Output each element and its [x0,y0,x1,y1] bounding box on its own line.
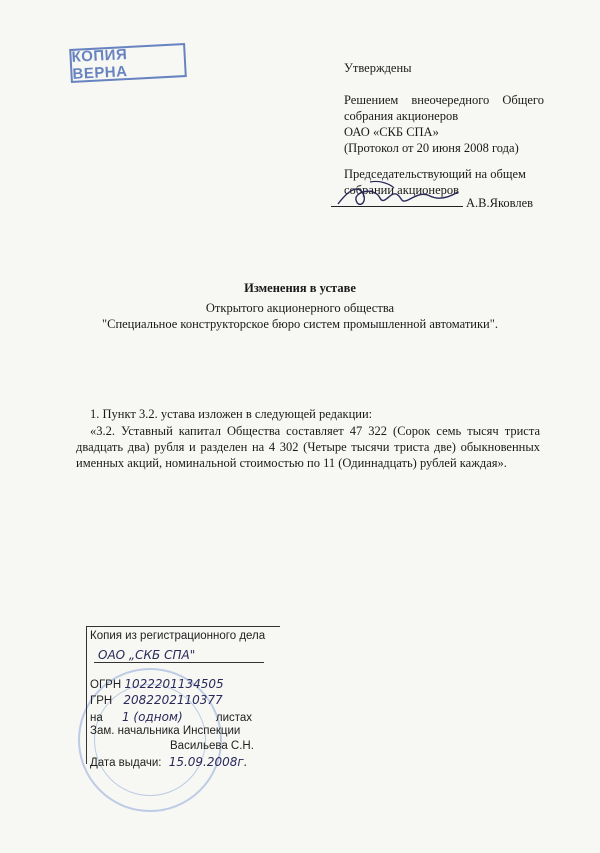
signature-line [331,206,463,207]
document-subtitle [0,300,600,332]
decision-word-2: внеочередного [411,93,490,107]
copy-verified-stamp [69,43,187,83]
subtitle-line-2: "Специальное конструкторское бюро систем промышленной автоматики". [102,317,498,331]
date-label: Дата выдачи: [90,757,162,769]
ogrn-value: 1022201134505 [124,677,224,691]
decision-line-1 [344,92,544,108]
decision-text [344,92,544,156]
on-label: на [90,712,103,724]
chair-line-1: Председательствующий на общем [344,167,526,181]
sheets-row [90,710,252,724]
copy-verified-label: КОПИЯ ВЕРНА [71,46,128,83]
grn-value: 2082202110377 [123,693,223,707]
date-value: 15.09.2008г. [168,755,248,769]
chair-name: А.В.Яковлев [466,196,534,210]
stamp-border-top [86,626,280,627]
paragraph-2: «3.2. Уставный капитал Общества составляет 47 322 (Сорок семь тысяч триста двадцать два) рубля и разделен на 4 302 (Четыре тысячи триста две) обыкновенных именных акций, номинальной стоимостью по 11 (Одиннадцать) рублей каждая». [76,424,540,470]
sheets-value: 1 (одном) [121,710,183,724]
stamp-border-left [86,626,87,764]
ogrn-label: ОГРН [90,679,122,691]
deputy-name: Васильева С.Н. [170,740,254,752]
ogrn-row [90,677,224,691]
grn-label: ГРН [90,695,113,707]
reg-company: ОАО „СКБ СПА" [98,648,196,662]
company-underline [94,662,264,663]
decision-word-1: Решением [344,93,399,107]
approved-heading: Утверждены [344,61,412,75]
signature-image [330,178,465,214]
decision-line-2: собрания акционеров [344,109,459,123]
decision-line-3: ОАО «СКБ СПА» [344,125,439,139]
subtitle-line-1: Открытого акционерного общества [205,301,395,315]
chair-line-2: собрании акционеров [344,183,460,197]
grn-row [90,693,223,707]
paragraph-1: 1. Пункт 3.2. устава изложен в следующей редакции: [90,407,373,421]
sheets-label: листах [215,712,253,724]
decision-word-3: Общего [502,93,544,107]
deputy-line: Зам. начальника Инспекции [90,725,241,737]
date-row [90,755,248,769]
reg-header: Копия из регистрационного дела [90,630,266,642]
document-title: Изменения в уставе [244,281,356,295]
decision-line-4: (Протокол от 20 июня 2008 года) [344,141,519,155]
